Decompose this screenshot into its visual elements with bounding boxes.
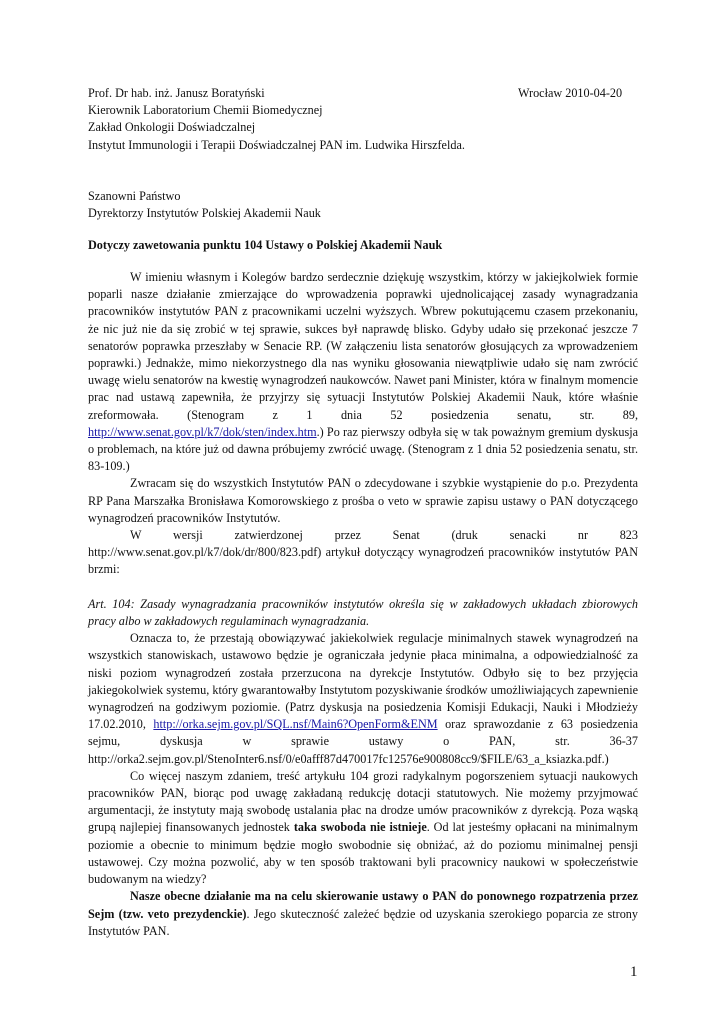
paragraph-goal: Nasze obecne działanie ma na celu skierowanie ustawy o PAN do ponownego rozpatrzenia przez Sejm (tzw. veto prezydenckie). Jego skuteczność zależeć będzie od uzyskania szerokiego poparcia ze strony Instytutów PAN. [88,889,638,938]
paragraph-version: W wersji zatwierdzonej przez Senat (druk senacki nr 823 http://www.senat.gov.pl/k7/dok/dr/800/823.pdf) artykuł dotyczący wynagrodzeń pracowników instytutów PAN brzmi: [88,528,638,577]
letter-body [88,269,638,940]
letter-date: Wrocław 2010-04-20 [518,86,623,100]
senat-stenogram-link[interactable]: http://www.senat.gov.pl/k7/dok/sten/index.htm [88,424,317,439]
paragraph-meaning: Oznacza to, że przestają obowiązywać jakiekolwiek regulacje minimalnych stawek wynagrodzeń na wszystkich stanowiskach, ustawowo będzie je ograniczała jedynie płaca minimalna, a odpowiedzialność za niski poziom wynagrodzeń została przerzucona na dyrekcje Instytutów. Odbyło się to bez przyjęcia jakiegokolwiek systemu, który gwarantowałby Instytutom pozyskiwanie środków umożliwiających zapewnienie wynagrodzeń na godziwym poziomie. (Patrz dyskusja na posiedzenia Komisji Edukacji, Nauki i Młodzieży 17.02.2010, http://orka.sejm.gov.pl/SQL.nsf/Main6?OpenForm&ENM oraz sprawozdanie z 63 posiedzenia sejmu, dyskusja w sprawie ustawy o PAN, str. 36-37 http://orka2.sejm.gov.pl/StenoInter6.nsf/0/e0afff87d470017fc12576e900808cc9/$FILE/63_a_ksiazka.pdf.) [88,631,638,766]
sender-institute: Instytut Immunologii i Terapii Doświadczalnej PAN im. Ludwika Hirszfelda. [88,137,465,152]
emphasis-no-freedom: taka swoboda nie istnieje [293,820,427,835]
paragraph-concern: Co więcej naszym zdaniem, treść artykułu 104 grozi radykalnym pogorszeniem sytuacji naukowych pracowników PAN, biorąc pod uwagę zakładaną redukcję dotacji statutowych. Nie możemy przyjmować argumentacji, że instytuty mają swobodę ustalania płac na drodze umów pracowników z dyrekcją. Poza wąską grupą najlepiej finansowanych jednostek taka swoboda nie istnieje. Od lat jesteśmy opłacani na minimalnym poziomie a obecnie to minimum będzie mogło swobodnie się obniżać, aż do poziomu minimalnej pensji ustawowej. Czy można pozwolić, aby w ten sposób traktowani byli pracownicy naukowi w społeczeństwie budowanym na wiedzy? [88,768,638,887]
paragraph-thanks: W imieniu własnym i Kolegów bardzo serdecznie dziękuję wszystkim, którzy w jakiejkolwiek formie poparli nasze działanie zmierzające do wprowadzenia poprawki ujednolicającej zasady wynagradzania pracowników instytutów PAN z pracownikami uczelni wyższych. Wbrew pokutującemu czasem przekonaniu, że nic już nie da się zrobić w tej sprawie, sukces był naprawdę blisko. Gdyby udało się przekonać jeszcze 7 senatorów poprawka przeszłaby w Senacie RP. (W załączeniu lista senatorów głosujących za wprowadzeniem poprawki.) Jednakże, mimo niekorzystnego dla nas wyniku głosowania niewątpliwie udało się nam zwrócić uwagę wielu senatorów na kwestię wynagrodzeń naukowców. Nawet pani Minister, która w finalnym momencie prac nad ustawą zapewniła, że przyjrzy się sytuacji Instytutów Polskiej Akademii Nauk, które właśnie zreformowała. (Stenogram z 1 dnia 52 posiedzenia senatu, str. 89, http://www.senat.gov.pl/k7/dok/sten/index.htm.) Po raz pierwszy odbyła się w tak poważnym gremium dyskusja o problemach, na które już od dawna próbujemy zwrócić uwagę. (Stenogram z 1 dnia 52 posiedzenia senatu, str. 83-109.) [88,270,638,474]
article-quote: Art. 104: Zasady wynagradzania pracowników instytutów określa się w zakładowych układach zbiorowych pracy albo w zakładowych regulaminach wynagradzania. [88,596,638,629]
sender-position: Kierownik Laboratorium Chemii Biomedycznej [88,103,323,118]
paragraph-appeal: Zwracam się do wszystkich Instytutów PAN o zdecydowane i szybkie wystąpienie do p.o. Prezydenta RP Pana Marszałka Bronisława Komorowskiego z prośba o veto w sprawie zapisu ustawy o PAN dotyczącego wynagrodzeń pracowników Instytutów. [88,476,638,525]
sender-name: Prof. Dr hab. inż. Janusz Boratyński [88,86,265,100]
addressee-block [88,188,321,222]
page-number: 1 [630,964,638,980]
addressee-salutation: Szanowni Państwo [88,189,181,203]
sejm-commission-link[interactable]: http://orka.sejm.gov.pl/SQL.nsf/Main6?OpenForm&ENM [153,717,438,732]
sender-department: Zakład Onkologii Doświadczalnej [88,120,256,135]
emphasis-goal: Nasze obecne działanie ma na celu skierowanie ustawy o PAN do ponownego rozpatrzenia przez Sejm (tzw. veto prezydenckie) [88,889,638,921]
addressee-recipients: Dyrektorzy Instytutów Polskiej Akademii Nauk [88,206,321,221]
letter-subject: Dotyczy zawetowania punktu 104 Ustawy o Polskiej Akademii Nauk [88,238,443,252]
